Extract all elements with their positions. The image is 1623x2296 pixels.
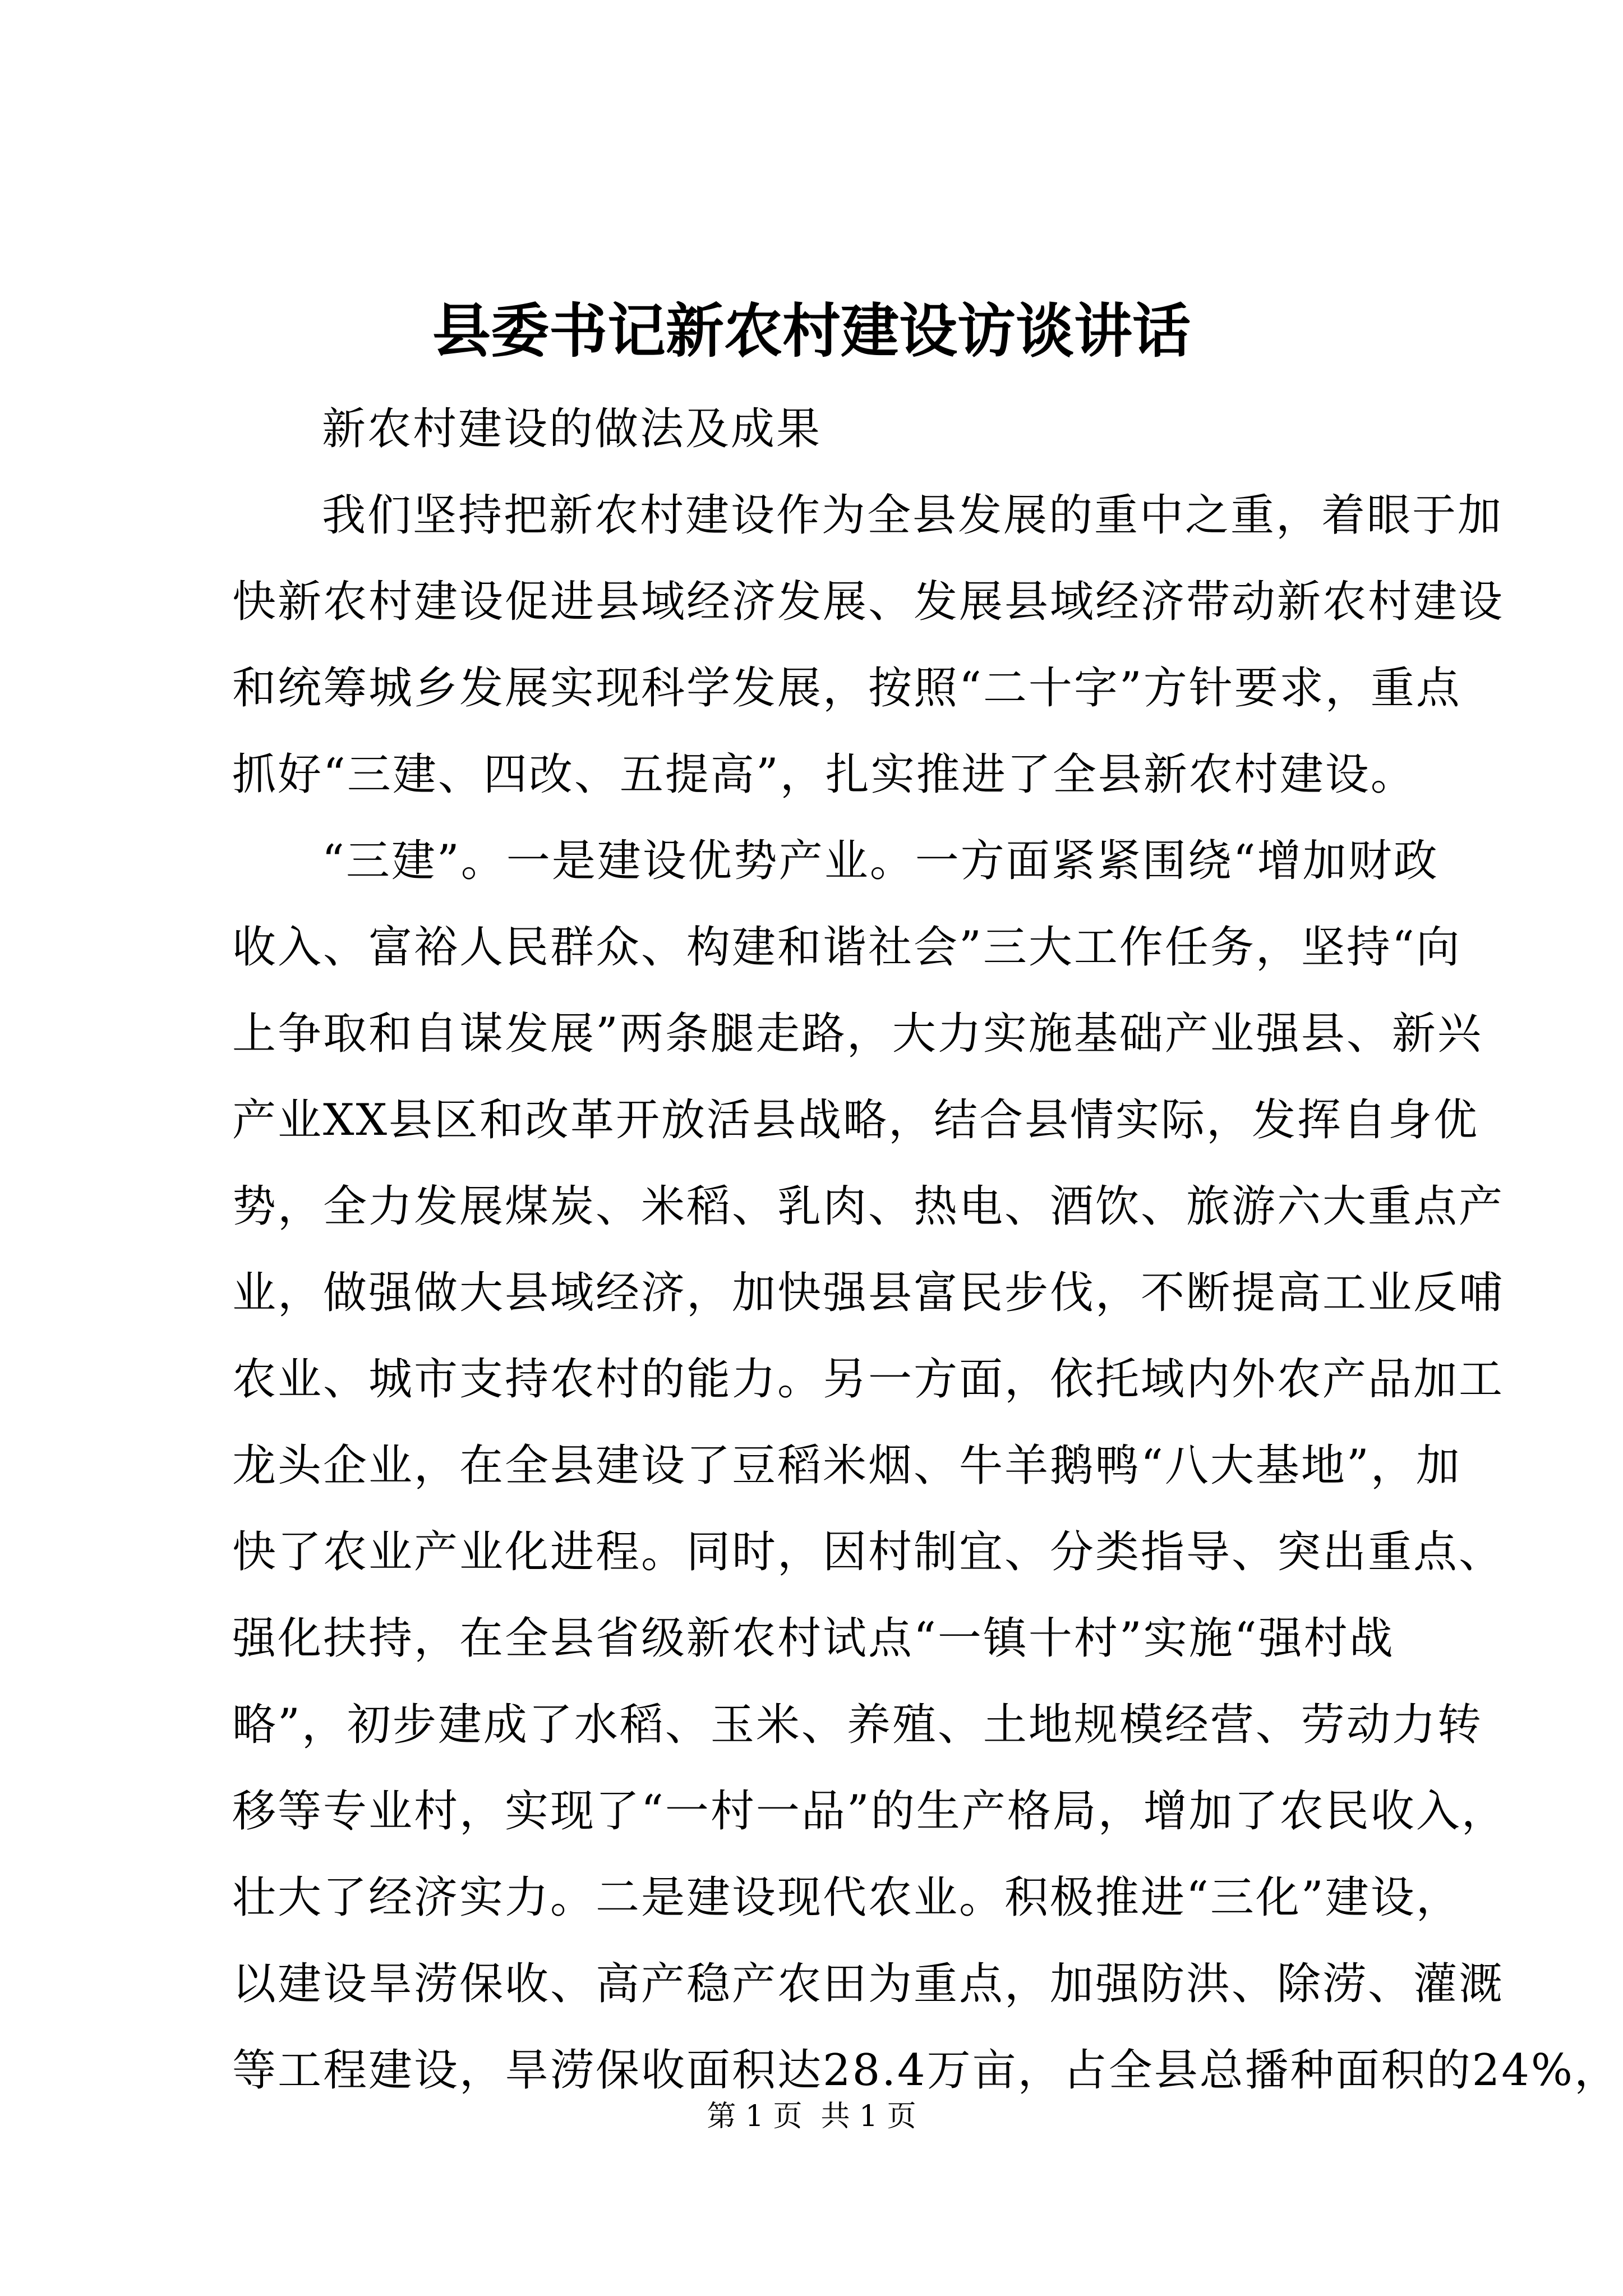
paragraph-line: 略”，初步建成了水稻、玉米、养殖、土地规模经营、劳动力转 bbox=[232, 1700, 1483, 1750]
paragraph-line: 产业XX县区和改革开放活县战略，结合县情实际，发挥自身优 bbox=[232, 1095, 1479, 1145]
document-body bbox=[232, 386, 1620, 2114]
paragraph-line: 业，做强做大县域经济，加快强县富民步伐，不断提高工业反哺 bbox=[232, 1268, 1505, 1318]
paragraph-line: 抓好“三建、四改、五提高”，扎实推进了全县新农村建设。 bbox=[232, 749, 1416, 800]
paragraph-line: 势，全力发展煤炭、米稻、乳肉、热电、酒饮、旅游六大重点产 bbox=[232, 1181, 1505, 1232]
paragraph-line: 和统筹城乡发展实现科学发展，按照“二十字”方针要求，重点 bbox=[232, 663, 1461, 714]
paragraph-line: “三建”。一是建设优势产业。一方面紧紧围绕“增加财政 bbox=[322, 836, 1439, 886]
paragraph-line: 移等专业村，实现了“一村一品”的生产格局，增加了农民收入， bbox=[232, 1786, 1507, 1837]
paragraph-line: 上争取和自谋发展”两条腿走路，大力实施基础产业强县、新兴 bbox=[232, 1009, 1483, 1059]
page-number-label: 第 1 页 共 1 页 bbox=[707, 2100, 916, 2133]
document-title: 县委书记新农村建设访谈讲话 bbox=[432, 296, 1191, 365]
paragraph-line: 以建设旱涝保收、高产稳产农田为重点，加强防洪、除涝、灌溉 bbox=[232, 1959, 1505, 2009]
paragraph-line: 等工程建设，旱涝保收面积达28.4万亩，占全县总播种面积的24%， bbox=[232, 2045, 1620, 2096]
paragraph-line: 强化扶持，在全县省级新农村试点“一镇十村”实施“强村战 bbox=[232, 1613, 1395, 1664]
page-footer bbox=[0, 2097, 1623, 2136]
paragraph-line: 壮大了经济实力。二是建设现代农业。积极推进“三化”建设， bbox=[232, 1872, 1461, 1923]
section-heading: 新农村建设的做法及成果 bbox=[322, 404, 822, 454]
paragraph-line: 快新农村建设促进县域经济发展、发展县域经济带动新农村建设 bbox=[232, 577, 1505, 627]
paragraph-line: 我们坚持把新农村建设作为全县发展的重中之重，着眼于加 bbox=[322, 490, 1504, 541]
paragraph-line: 龙头企业，在全县建设了豆稻米烟、牛羊鹅鸭“八大基地”，加 bbox=[232, 1441, 1461, 1491]
paragraph-line: 农业、城市支持农村的能力。另一方面，依托域内外农产品加工 bbox=[232, 1354, 1505, 1405]
paragraph-line: 快了农业产业化进程。同时，因村制宜、分类指导、突出重点、 bbox=[232, 1527, 1505, 1577]
paragraph-line: 收入、富裕人民群众、构建和谐社会”三大工作任务，坚持“向 bbox=[232, 922, 1461, 973]
